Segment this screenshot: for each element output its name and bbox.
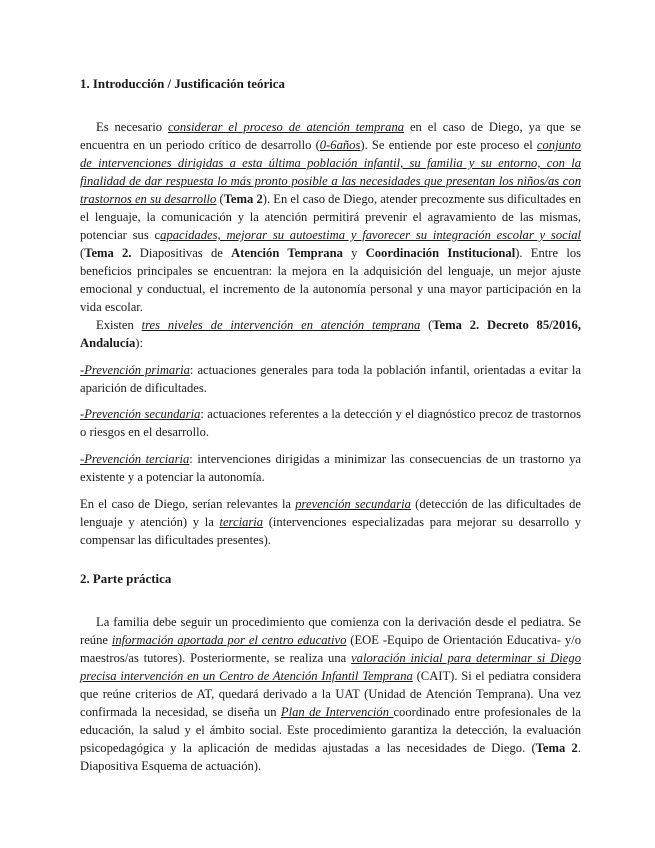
text-run: Existen: [96, 318, 142, 332]
underlined-term: apacidades, mejorar su autoestima y favorecer su integración escolar y social: [160, 228, 582, 242]
text-run: La familia debe seguir un procedimiento que comienza con la derivación desde el pediatra. Se reúne: [80, 615, 581, 647]
paragraph: [80, 613, 581, 775]
underlined-term: Plan de Intervención: [280, 705, 394, 719]
list-item: [80, 450, 581, 486]
underlined-term: terciaria: [219, 515, 264, 529]
section-2-paragraph-1: [80, 613, 581, 775]
bold-reference: Tema 2: [535, 741, 578, 755]
text-run: En el caso de Diego, serían relevantes la: [80, 497, 296, 511]
text-run: (CAIT). Si el pediatra considera que reúne criterios de AT, quedará derivado a la UAT (Unidad de Atención Temprana). Una vez confirmada la necesidad, se diseña un: [80, 669, 581, 719]
section-1-paragraph-3: [80, 495, 581, 549]
text-run: : intervenciones dirigidas a minimizar las consecuencias de un trastorno ya existente y a potenciar la autonomía.: [80, 452, 581, 484]
section-1-paragraph-2: [80, 316, 581, 352]
underlined-term: -Prevención secundaria: [80, 407, 201, 421]
section-1-heading-block: [80, 75, 581, 93]
text-run: ). Se entiende por este proceso el: [360, 138, 537, 152]
bold-reference: Coordinación Institucional: [365, 246, 516, 260]
bold-reference: Atención Temprana: [231, 246, 343, 260]
bold-reference: Tema 2. Decreto 85/2016, Andalucía: [80, 318, 581, 350]
underlined-term: considerar el proceso de atención temprana: [167, 120, 405, 134]
section-heading: 2. Parte práctica: [80, 572, 172, 586]
text-run: y: [342, 246, 366, 260]
underlined-term: -Prevención terciaria: [80, 452, 190, 466]
section-2-heading-block: [80, 570, 581, 588]
text-run: ). En el caso de Diego, atender precozmente sus dificultades en el lenguaje, la comunicación y la atención permitirá prevenir el agravamiento de las mismas, potenciar sus c: [80, 192, 581, 242]
text-run: ):: [135, 336, 143, 350]
underlined-term: -Prevención primaria: [80, 363, 190, 377]
prevention-level-primary: [80, 361, 581, 397]
section-heading: 1. Introducción / Justificación teórica: [80, 77, 285, 91]
text-run: : actuaciones generales para toda la población infantil, orientadas a evitar la aparición de dificultades.: [80, 363, 581, 395]
text-run: ). Entre los beneficios principales se encuentran: la mejora en la adquisición del lenguaje, un mejor ajuste emocional y conductual, el incremento de la autonomía personal y una mayor participación en la vida escolar.: [80, 246, 582, 314]
list-item: [80, 405, 581, 441]
prevention-level-tertiary: [80, 450, 581, 486]
paragraph: [80, 316, 581, 352]
text-run: coordinado entre profesionales de la educación, la salud y el ámbito social. Este procedimiento garantiza la detección, la evaluación psicopedagógica y la aplicación de medidas ajustadas a las necesidades de Diego. (: [80, 705, 581, 755]
bold-reference: Tema 2: [223, 192, 263, 206]
prevention-level-secondary: [80, 405, 581, 441]
underlined-term: prevención secundaria: [295, 497, 411, 511]
bold-reference: Tema 2.: [84, 246, 132, 260]
underlined-term: tres niveles de intervención en atención temprana: [141, 318, 421, 332]
underlined-term: valoración inicial para determinar si Diego precisa intervención en un Centro de Atención Infantil Temprana: [80, 651, 581, 683]
paragraph: [80, 118, 581, 316]
underlined-term: conjunto de intervenciones dirigidas a esta última población infantil, su familia y su entorno, con la finalidad de dar respuesta lo más pronto posible a las necesidades que presentan los niños/as con trastornos en su desarrollo: [80, 138, 581, 206]
text-run: . Diapositiva Esquema de actuación).: [80, 741, 581, 773]
text-run: (: [216, 192, 224, 206]
underlined-term: 0-6años: [319, 138, 361, 152]
text-run: (intervenciones especializadas para mejorar su desarrollo y compensar las dificultades presentes).: [80, 515, 581, 547]
text-run: (: [420, 318, 433, 332]
text-run: (detección de las dificultades de lenguaje y atención) y la: [80, 497, 581, 529]
text-run: : actuaciones referentes a la detección y el diagnóstico precoz de trastornos o riesgos en el desarrollo.: [80, 407, 581, 439]
underlined-term: información aportada por el centro educativo: [111, 633, 347, 647]
paragraph: [80, 495, 581, 549]
text-run: Es necesario: [96, 120, 168, 134]
list-item: [80, 361, 581, 397]
section-1-paragraph-1: [80, 118, 581, 316]
text-run: Diapositivas de: [131, 246, 232, 260]
text-run: (EOE -Equipo de Orientación Educativa- y/o maestros/as tutores). Posteriormente, se realiza una: [80, 633, 581, 665]
text-run: (: [80, 246, 85, 260]
text-run: en el caso de Diego, ya que se encuentra en un periodo crítico de desarrollo (: [80, 120, 582, 152]
